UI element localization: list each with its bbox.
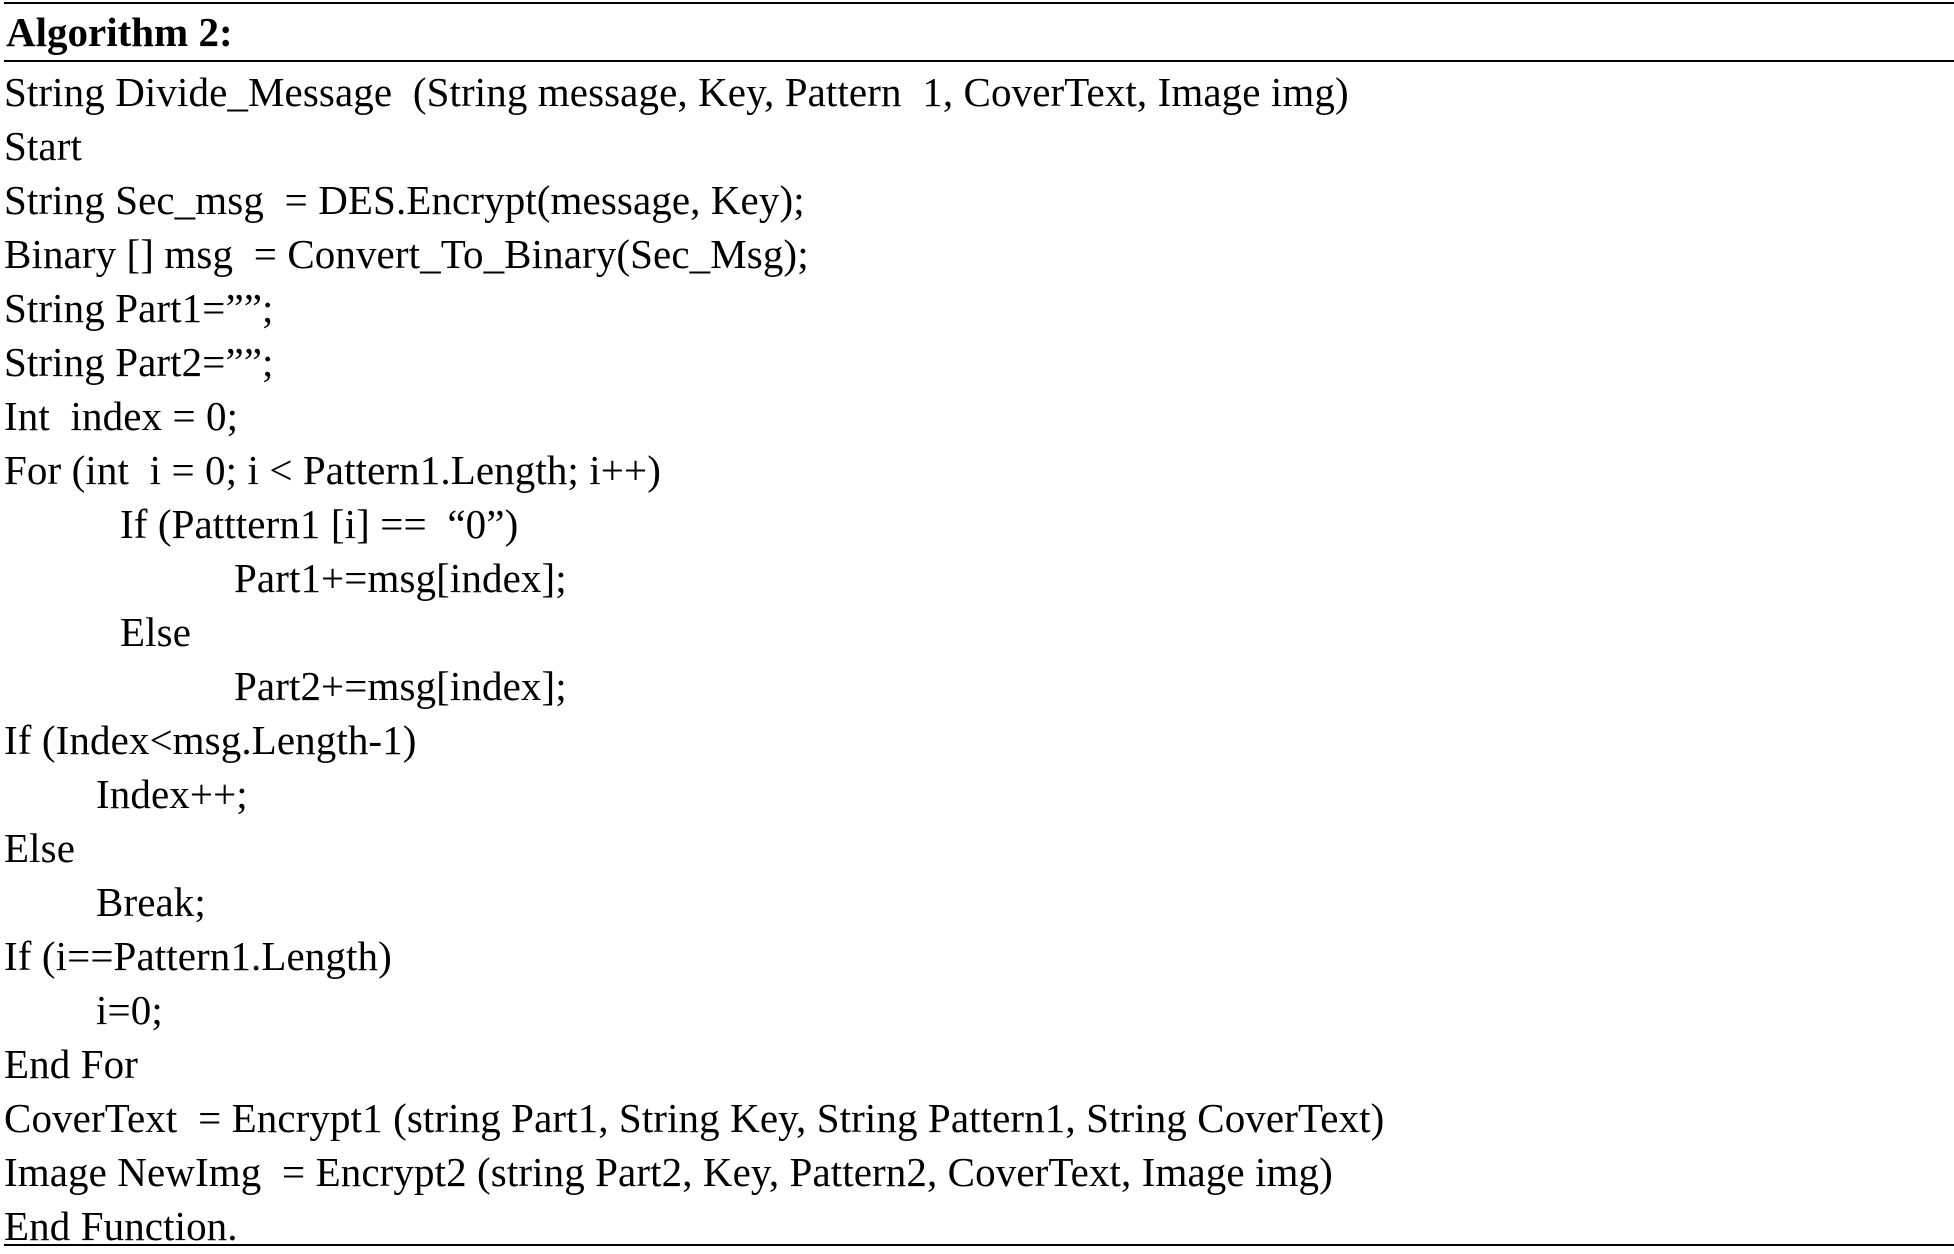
code-line-binary: Binary [] msg = Convert_To_Binary(Sec_Msg); bbox=[4, 231, 809, 277]
code-line-i-reset: i=0; bbox=[96, 987, 163, 1033]
code-line-else-inner: Else bbox=[120, 609, 191, 655]
code-line-encrypt1: CoverText = Encrypt1 (string Part1, String Key, String Pattern1, String CoverText) bbox=[4, 1095, 1385, 1141]
code-line-if-index: If (Index<msg.Length-1) bbox=[4, 717, 417, 763]
bottom-rule bbox=[4, 1244, 1954, 1246]
algorithm-title: Algorithm 2: bbox=[6, 8, 233, 55]
code-line-part2-append: Part2+=msg[index]; bbox=[234, 663, 567, 709]
code-line-signature: String Divide_Message (String message, Key, Pattern 1, CoverText, Image img) bbox=[4, 69, 1349, 115]
code-line-index-init: Int index = 0; bbox=[4, 393, 239, 439]
code-line-if-pattern: If (Patttern1 [i] == “0”) bbox=[120, 501, 519, 547]
code-line-break: Break; bbox=[96, 879, 206, 925]
code-line-else-outer: Else bbox=[4, 825, 75, 871]
code-line-end-for: End For bbox=[4, 1041, 138, 1087]
code-line-encrypt2: Image NewImg = Encrypt2 (string Part2, Key, Pattern2, CoverText, Image img) bbox=[4, 1149, 1333, 1195]
algorithm-header bbox=[4, 4, 1954, 62]
algorithm-body bbox=[4, 62, 1954, 1253]
code-line-part1-append: Part1+=msg[index]; bbox=[234, 555, 567, 601]
code-line-start: Start bbox=[4, 123, 82, 169]
code-line-part1-init: String Part1=””; bbox=[4, 285, 274, 331]
code-line-index-increment: Index++; bbox=[96, 771, 248, 817]
code-line-part2-init: String Part2=””; bbox=[4, 339, 274, 385]
code-line-for: For (int i = 0; i < Pattern1.Length; i++) bbox=[4, 447, 661, 493]
code-line-end-function: End Function. bbox=[4, 1203, 238, 1249]
code-line-if-reset: If (i==Pattern1.Length) bbox=[4, 933, 392, 979]
code-line-encrypt: String Sec_msg = DES.Encrypt(message, Key); bbox=[4, 177, 805, 223]
algorithm-box bbox=[4, 2, 1954, 1253]
